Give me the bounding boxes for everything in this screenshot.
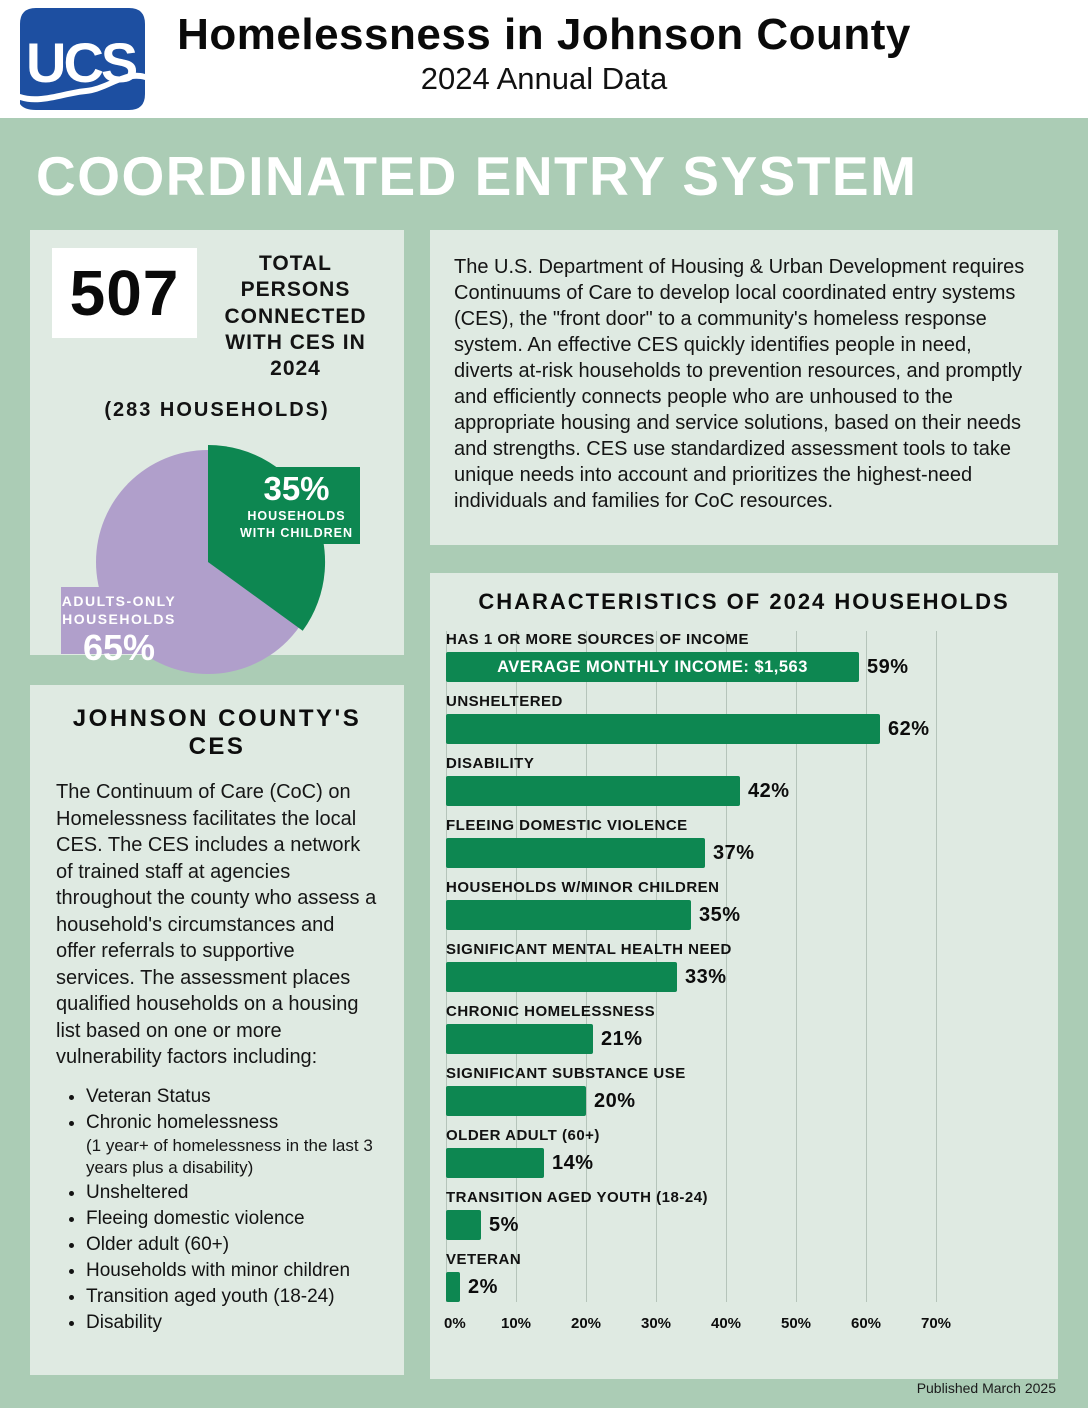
- bar-inner-annotation: AVERAGE MONTHLY INCOME: $1,563: [497, 657, 808, 676]
- bar-row: [446, 1065, 936, 1116]
- bar-row: [446, 879, 936, 930]
- bar-category-label: FLEEING DOMESTIC VIOLENCE: [446, 817, 688, 834]
- ces-panel: [30, 685, 404, 1375]
- bar-value-label: 20%: [594, 1089, 636, 1112]
- bar-value-label: 14%: [552, 1151, 594, 1174]
- ces-bullet-item: • Households with minor children: [86, 1258, 378, 1283]
- ces-bullet-item: • Transition aged youth (18-24): [86, 1284, 378, 1309]
- bar-row: [446, 941, 936, 992]
- bar-category-label: HAS 1 OR MORE SOURCES OF INCOME: [446, 631, 750, 648]
- published-date: Published March 2025: [916, 1380, 1056, 1396]
- bar-line: [446, 1086, 936, 1116]
- x-axis-tick-label: 0%: [444, 1315, 466, 1332]
- bar-category-label: SIGNIFICANT MENTAL HEALTH NEED: [446, 941, 732, 958]
- bar-line: [446, 714, 936, 744]
- pie-label-adults-only-households: [61, 587, 177, 669]
- hud-intro-text: The U.S. Department of Housing & Urban Development requires Continuums of Care to develop local coordinated entry systems (CES), the "front door" to a community's homeless response system. An effective CES quickly identifies people in need, diverts at-risk households to prevention resources, and promptly and efficiently connects people who are unhoused to the appropriate housing and service solutions, based on their needs and strengths. CES use standardized assessment tools to take unique needs into account and prioritizes the highest-need individuals and families for CoC resources.: [454, 256, 1025, 512]
- total-persons-stat: [30, 248, 404, 382]
- bar-category-label: DISABILITY: [446, 755, 535, 772]
- bar-row: [446, 755, 936, 806]
- ces-bullet-item: • Older adult (60+): [86, 1232, 378, 1257]
- ces-bullet-list: [56, 1084, 378, 1335]
- bar: [446, 1024, 593, 1054]
- bar-line: [446, 1272, 936, 1302]
- bar-value-label: 62%: [888, 717, 930, 740]
- bar-category-label: OLDER ADULT (60+): [446, 1127, 600, 1144]
- gridline-70%: [936, 631, 937, 1302]
- hud-intro-panel: [430, 230, 1058, 545]
- pie-value-households-with-children: 35%: [263, 470, 330, 508]
- section-banner-title: COORDINATED ENTRY SYSTEM: [36, 145, 918, 207]
- bar-category-label: UNSHELTERED: [446, 693, 563, 710]
- bar-category-label: TRANSITION AGED YOUTH (18-24): [446, 1189, 709, 1206]
- bar-value-label: 42%: [748, 779, 790, 802]
- bar: [446, 1148, 544, 1178]
- bar-line: [446, 900, 936, 930]
- header: [0, 0, 1088, 118]
- x-axis-tick-label: 10%: [500, 1315, 532, 1332]
- bar-line: [446, 1148, 936, 1178]
- ucs-logo-text: UCS: [26, 31, 136, 94]
- content-columns: [0, 230, 1088, 1379]
- bar-line: [446, 1024, 936, 1054]
- bar: [446, 714, 880, 744]
- bar: [446, 838, 705, 868]
- characteristics-chart-panel: [430, 573, 1058, 1379]
- bar-category-label: VETERAN: [446, 1251, 522, 1268]
- bar: [446, 900, 691, 930]
- x-axis-tick-label: 50%: [780, 1315, 812, 1332]
- bar-line: [446, 962, 936, 992]
- bar-value-label: 21%: [601, 1027, 643, 1050]
- page-subtitle: 2024 Annual Data: [420, 61, 668, 96]
- ces-heading: JOHNSON COUNTY'S CES: [72, 705, 362, 760]
- total-persons-value: 507: [52, 248, 197, 338]
- pie-value-adults-only-households: 65%: [82, 627, 156, 669]
- bar-line: [446, 838, 936, 868]
- bar-row: [446, 1189, 936, 1240]
- bar-row: [446, 1251, 936, 1302]
- page-title: Homelessness in Johnson County: [177, 10, 911, 59]
- ces-bullet-item: • Fleeing domestic violence: [86, 1206, 378, 1231]
- total-persons-label: TOTAL PERSONS CONNECTED WITH CES IN 2024: [224, 252, 367, 380]
- x-axis-tick-label: 60%: [850, 1315, 882, 1332]
- bar: [446, 1086, 586, 1116]
- x-axis-tick-label: 40%: [710, 1315, 742, 1332]
- bar-row: [446, 817, 936, 868]
- bar-chart-x-axis: [444, 1313, 952, 1339]
- bar-line: [446, 1210, 936, 1240]
- bar-line: [446, 652, 936, 682]
- bar-row: [446, 693, 936, 744]
- pie-caption-adults-only-households: ADULTS-ONLY HOUSEHOLDS: [61, 593, 177, 627]
- ces-body-text: The Continuum of Care (CoC) on Homelessness facilitates the local CES. The CES includes a network of trained staff at agencies throughout the county who assess a household's circumstances and offer referrals to supportive services. The assessment places qualified households on a housing list based on one or more vulnerability factors including:: [56, 781, 377, 1068]
- bar-category-label: SIGNIFICANT SUBSTANCE USE: [446, 1065, 686, 1082]
- bar: [446, 1210, 481, 1240]
- bar-row: [446, 1003, 936, 1054]
- title-block: [0, 0, 1088, 97]
- x-axis-tick-label: 20%: [570, 1315, 602, 1332]
- pie-caption-households-with-children: HOUSEHOLDS WITH CHILDREN: [240, 509, 353, 540]
- bar-value-label: 59%: [867, 655, 909, 678]
- bar-value-label: 5%: [489, 1213, 519, 1236]
- bar: [446, 962, 677, 992]
- stats-panel: [30, 230, 404, 669]
- x-axis-tick-label: 30%: [640, 1315, 672, 1332]
- bar-category-label: CHRONIC HOMELESSNESS: [446, 1003, 656, 1020]
- bar-category-label: HOUSEHOLDS W/MINOR CHILDREN: [446, 879, 720, 896]
- bar-row: [446, 631, 936, 682]
- bar: [446, 1272, 460, 1302]
- bar-chart-plot: [446, 631, 936, 1302]
- ces-bullet-item: • Chronic homelessness (1 year+ of homelessness in the last 3 years plus a disability): [86, 1110, 378, 1179]
- section-banner: [0, 118, 1088, 230]
- bar-value-label: 2%: [467, 1275, 498, 1298]
- pie-label-households-with-children: [233, 467, 360, 544]
- bar-value-label: 37%: [713, 841, 755, 864]
- right-column: [430, 230, 1058, 1379]
- ces-bullet-item: • Veteran Status: [86, 1084, 378, 1109]
- bar: [446, 652, 859, 682]
- bar-chart-title: CHARACTERISTICS OF 2024 HOUSEHOLDS: [478, 589, 1010, 614]
- households-pie-chart: [30, 434, 404, 699]
- bar: [446, 776, 740, 806]
- bar-value-label: 35%: [699, 903, 741, 926]
- ces-bullet-note: (1 year+ of homelessness in the last 3 years plus a disability): [86, 1135, 373, 1177]
- left-column: [30, 230, 404, 1375]
- ces-bullet-item: • Disability: [86, 1310, 378, 1335]
- households-note: (283 HOUSEHOLDS): [104, 399, 330, 422]
- ces-bullet-item: • Unsheltered: [86, 1180, 378, 1205]
- bar-value-label: 33%: [685, 965, 727, 988]
- bar-row: [446, 1127, 936, 1178]
- x-axis-tick-label: 70%: [920, 1315, 952, 1332]
- ucs-logo: [20, 8, 145, 110]
- bar-line: [446, 776, 936, 806]
